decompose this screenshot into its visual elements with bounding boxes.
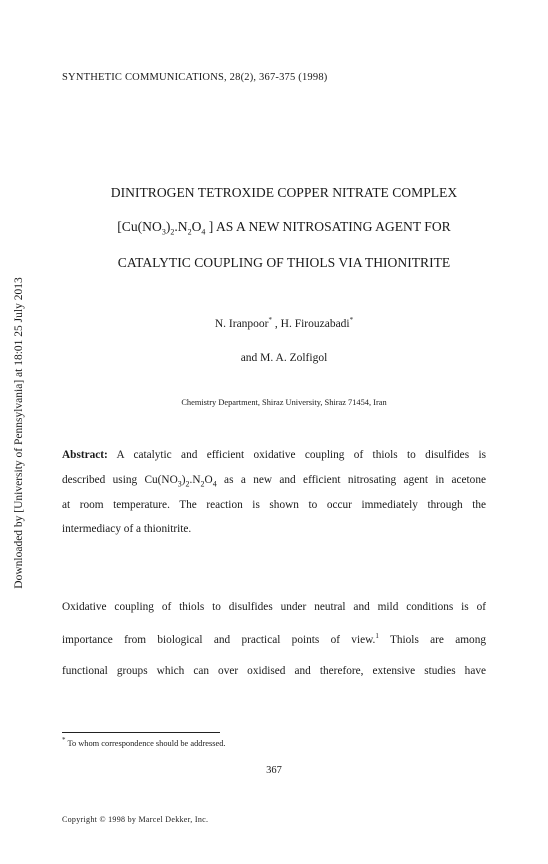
title-line-1: DINITROGEN TETROXIDE COPPER NITRATE COMPLEX — [110, 185, 458, 200]
body-line-2: importance from biological and practical points of view.$^1$ Thiols are among — [62, 632, 486, 646]
body-line-1: Oxidative coupling of thiols to disulfides under neutral and mild conditions is of — [62, 601, 486, 613]
title-line-3: CATALYTIC COUPLING OF THIOLS VIA THIONITRITE — [117, 255, 451, 270]
abstract-line-2: described using $Cu(NO_3)_2.N_2O_4$ as a new and efficient nitrosating agent in acetone — [62, 474, 486, 489]
journal-header: SYNTHETIC COMMUNICATIONS, 28(2), 367-375 (1998) — [62, 72, 328, 83]
body-line-3: functional groups which can over oxidised and therefore, extensive studies have — [62, 665, 486, 677]
abstract-line-4: intermediacy of a thionitrite. — [62, 523, 192, 535]
reference-marker: 1 — [375, 632, 379, 641]
footnote: * To whom correspondence should be addressed. — [62, 736, 226, 748]
download-watermark: Downloaded by [University of Pennsylvania] at 18:01 25 July 2013 — [13, 277, 25, 589]
author-firouzabadi: H. Firouzabadi — [280, 318, 350, 330]
abstract-line-3: at room temperature. The reaction is shown to occur immediately through the — [62, 499, 486, 511]
affiliation: Chemistry Department, Shiraz University, Shiraz 71454, Iran — [181, 398, 387, 407]
abstract-label: Abstract: — [62, 449, 108, 461]
author-line-1: N. Iranpoor* , H. Firouzabadi* — [214, 316, 354, 330]
abstract-line-1: Abstract: A catalytic and efficient oxidative coupling of thiols to disulfides is — [62, 449, 486, 461]
footnote-divider — [62, 732, 220, 733]
title-line-2: [$Cu(NO_3)_2.N_2O_4$ ] AS A NEW NITROSATING AGENT FOR — [117, 219, 451, 237]
page-number: 367 — [266, 765, 282, 776]
copyright: Copyright © 1998 by Marcel Dekker, Inc. — [62, 815, 209, 824]
author-iranpoor: N. Iranpoor — [214, 318, 269, 330]
author-line-2: and M. A. Zolfigol — [240, 352, 328, 364]
